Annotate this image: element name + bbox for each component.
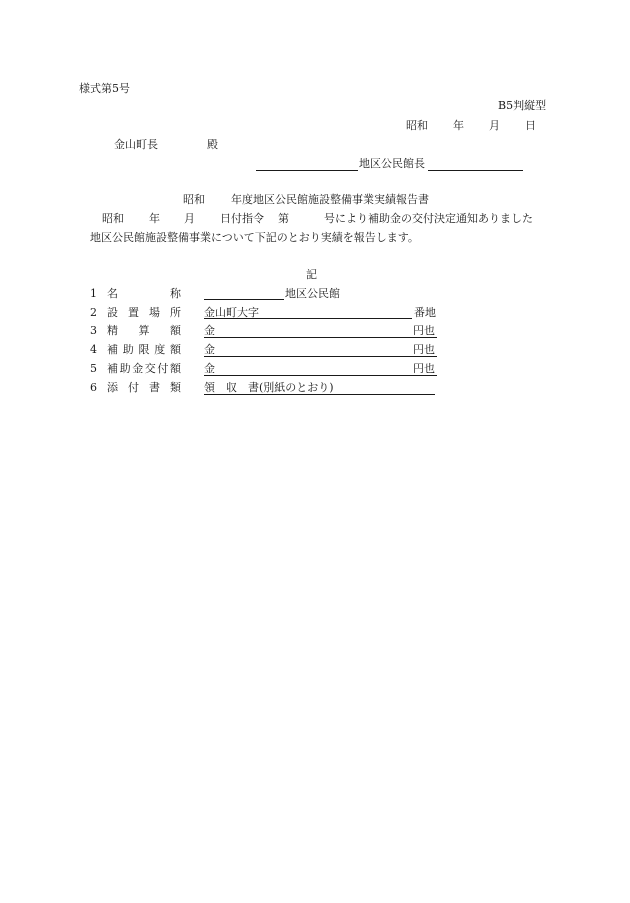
item-6-number: 6 bbox=[90, 381, 97, 394]
item-5-value-prefix: 金 bbox=[204, 362, 215, 375]
body-year: 年 bbox=[149, 212, 160, 225]
item-2-value-prefix: 金山町大字 bbox=[204, 306, 259, 319]
item-5-value-suffix: 円也 bbox=[413, 362, 435, 375]
sender-signature-blank bbox=[428, 170, 523, 171]
body-era: 昭和 bbox=[102, 212, 124, 225]
item-3-number: 3 bbox=[90, 324, 97, 337]
item-4-number: 4 bbox=[90, 343, 97, 356]
item-2-blank bbox=[204, 318, 412, 319]
item-4-blank bbox=[204, 356, 437, 357]
item-2-label: 設置場所 bbox=[107, 306, 181, 319]
item-5-label: 補助金交付額 bbox=[107, 362, 181, 375]
body-number-prefix: 第 bbox=[278, 212, 289, 225]
item-4-value-prefix: 金 bbox=[204, 343, 215, 356]
item-1-blank bbox=[204, 299, 284, 300]
form-number: 様式第5号 bbox=[79, 82, 130, 95]
item-5-number: 5 bbox=[90, 362, 97, 375]
date-month: 月 bbox=[489, 119, 500, 132]
date-year: 年 bbox=[453, 119, 464, 132]
document-title: 年度地区公民館施設整備事業実績報告書 bbox=[231, 193, 429, 206]
item-4-label: 補助限度額 bbox=[107, 343, 181, 356]
item-5-blank bbox=[204, 375, 437, 376]
item-6-value-prefix: 領 収 書(別紙のとおり) bbox=[204, 381, 334, 394]
date-era: 昭和 bbox=[406, 119, 428, 132]
sender-name-blank bbox=[256, 170, 358, 171]
item-3-label: 精 算 額 bbox=[107, 324, 181, 337]
item-4-value-suffix: 円也 bbox=[413, 343, 435, 356]
body-line2: 地区公民館施設整備事業について下記のとおり実績を報告します。 bbox=[90, 231, 419, 244]
item-6-blank bbox=[204, 394, 435, 395]
paper-size: B5判縦型 bbox=[498, 99, 547, 112]
body-date-suffix: 日付指令 bbox=[220, 212, 264, 225]
title-era: 昭和 bbox=[183, 193, 205, 206]
item-3-value-suffix: 円也 bbox=[413, 324, 435, 337]
item-2-number: 2 bbox=[90, 306, 97, 319]
item-2-value-suffix: 番地 bbox=[414, 306, 436, 319]
body-month: 月 bbox=[184, 212, 195, 225]
date-day: 日 bbox=[525, 119, 536, 132]
item-3-value-prefix: 金 bbox=[204, 324, 215, 337]
item-3-blank bbox=[204, 337, 437, 338]
item-1-number: 1 bbox=[90, 287, 97, 300]
item-6-label: 添付書類 bbox=[107, 381, 181, 394]
addressee: 金山町長 bbox=[114, 138, 158, 151]
note-heading: 記 bbox=[306, 268, 317, 281]
item-1-value-suffix: 地区公民館 bbox=[285, 287, 340, 300]
honorific: 殿 bbox=[207, 138, 218, 151]
sender-title: 地区公民館長 bbox=[359, 157, 425, 170]
item-1-label: 名 称 bbox=[107, 287, 181, 300]
body-line1-rest: 号により補助金の交付決定通知ありました bbox=[324, 212, 533, 225]
